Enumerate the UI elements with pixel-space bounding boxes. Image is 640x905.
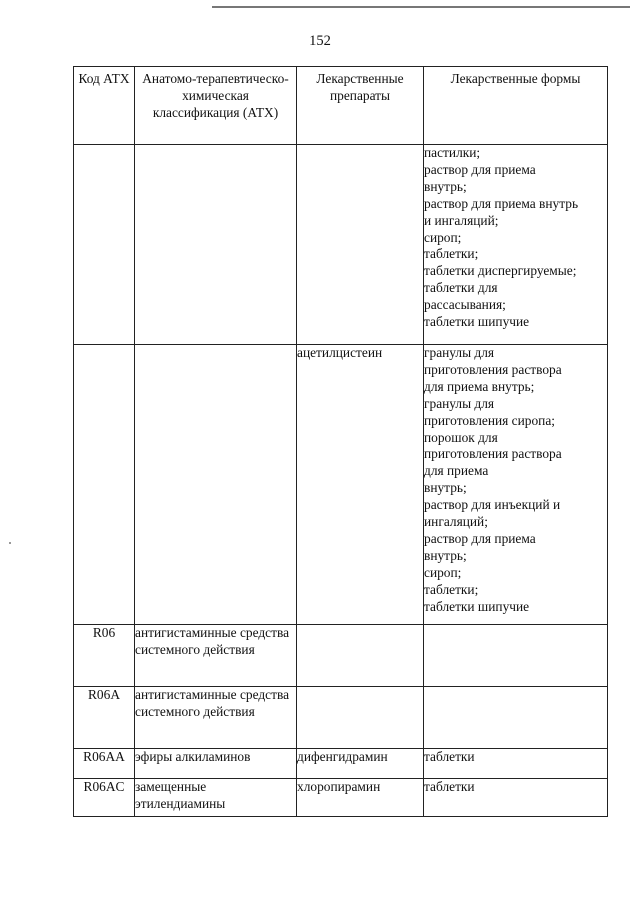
form-item: таблетки — [424, 749, 475, 764]
form-item: сироп; — [424, 564, 462, 580]
cell-drug: ацетилцистеин — [297, 345, 424, 625]
table-row — [74, 625, 608, 687]
header-drugs: Лекарственные препараты — [297, 67, 424, 145]
form-item: таблетки шипучие — [424, 598, 530, 614]
cell-forms — [424, 687, 608, 749]
form-item: и ингаляций; — [424, 212, 499, 228]
form-item: раствор для приема внутрь — [424, 195, 579, 211]
cell-drug: хлоропирамин — [297, 779, 424, 817]
table-row — [74, 687, 608, 749]
cell-forms — [424, 345, 608, 625]
cell-forms — [424, 145, 608, 345]
form-item: сироп; — [424, 229, 462, 245]
form-item: пастилки; — [424, 145, 481, 160]
cell-code: R06AC — [74, 779, 135, 817]
table-header-row — [74, 67, 608, 145]
table-row — [74, 779, 608, 817]
form-item: порошок для — [424, 429, 498, 445]
scan-mark — [9, 542, 11, 544]
form-item: рассасывания; — [424, 297, 506, 313]
cell-forms — [424, 625, 608, 687]
form-item: приготовления сиропа; — [424, 412, 556, 428]
form-item: для приема — [424, 463, 489, 479]
cell-forms — [424, 749, 608, 779]
cell-classification: эфиры алкиламинов — [135, 749, 297, 779]
form-item: таблетки; — [424, 246, 479, 262]
form-item: ингаляций; — [424, 514, 488, 530]
table-row — [74, 749, 608, 779]
form-item: приготовления раствора — [424, 446, 562, 462]
cell-code: R06A — [74, 687, 135, 749]
cell-classification — [135, 345, 297, 625]
form-item: внутрь; — [424, 178, 467, 194]
form-item: приготовления раствора — [424, 361, 562, 377]
cell-classification: антигистаминные средства системного действия — [135, 625, 297, 687]
cell-drug — [297, 625, 424, 687]
table-row — [74, 345, 608, 625]
atx-table — [73, 66, 608, 817]
form-item: внутрь; — [424, 547, 467, 563]
table-row — [74, 145, 608, 345]
cell-forms — [424, 779, 608, 817]
cell-code — [74, 345, 135, 625]
form-item: таблетки для — [424, 280, 498, 296]
cell-classification — [135, 145, 297, 345]
form-item: гранулы для — [424, 345, 495, 360]
cell-drug — [297, 145, 424, 345]
cell-classification: антигистаминные средства системного действия — [135, 687, 297, 749]
form-item: таблетки; — [424, 581, 479, 597]
form-item: раствор для инъекций и — [424, 497, 561, 513]
form-item: для приема внутрь; — [424, 378, 535, 394]
cell-code — [74, 145, 135, 345]
cell-classification: замещенные этилендиамины — [135, 779, 297, 817]
cell-drug — [297, 687, 424, 749]
form-item: внутрь; — [424, 480, 467, 496]
form-item: раствор для приема — [424, 161, 536, 177]
header-forms: Лекарственные формы — [424, 67, 608, 145]
top-rule — [212, 6, 630, 8]
form-item: таблетки — [424, 779, 475, 794]
form-item: раствор для приема — [424, 530, 536, 546]
cell-code: R06 — [74, 625, 135, 687]
page-number: 152 — [309, 33, 331, 49]
form-item: таблетки шипучие — [424, 314, 530, 330]
form-item: таблетки диспергируемые; — [424, 263, 577, 279]
cell-drug: дифенгидрамин — [297, 749, 424, 779]
header-classification: Анатомо-терапевтическо-химическая классификация (АТХ) — [135, 67, 297, 145]
header-code: Код АТХ — [74, 67, 135, 145]
form-item: гранулы для — [424, 395, 495, 411]
cell-code: R06AA — [74, 749, 135, 779]
